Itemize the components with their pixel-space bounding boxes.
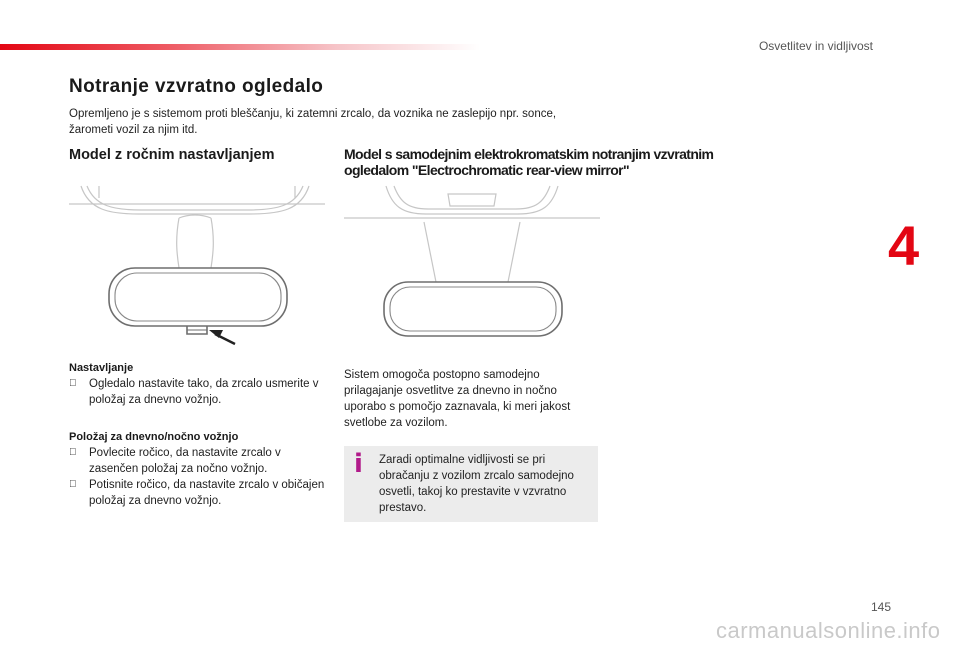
bullet-glyph <box>69 477 77 493</box>
info-text: Zaradi optimalne vidljivosti se pri obračanju z vozilom zrcalo samodejno osvetli, takoj ko prestavite v vzvratno prestavo. <box>379 454 574 514</box>
daynight-step-1: Povlecite ročico, da nastavite zrcalo v zasenčen položaj za nočno vožnjo. <box>89 447 281 475</box>
electrochromatic-model-heading: Model s samodejnim elektrokromatskim notranjim vzvratnim ogledalom "Electrochromatic rear-view mirror" <box>344 146 714 178</box>
adjust-title: Nastavljanje <box>69 362 134 374</box>
chapter-number: 4 <box>888 214 920 277</box>
section-header: Osvetlitev in vidljivost <box>758 39 873 53</box>
watermark: carmanualsonline.info <box>716 618 941 643</box>
push-arrow-icon <box>209 330 235 344</box>
page-title: Notranje vzvratno ogledalo <box>69 76 324 97</box>
list-item <box>69 445 329 477</box>
adjust-section <box>69 360 329 408</box>
info-icon: i <box>354 449 363 479</box>
list-item <box>69 477 329 509</box>
bullet-glyph <box>69 376 77 392</box>
header-accent-bar <box>0 44 480 50</box>
manual-model-heading: Model z ročnim nastavljanjem <box>69 147 275 163</box>
list-item <box>69 376 329 408</box>
electrochromatic-mirror-illustration <box>344 182 600 342</box>
daynight-step-2: Potisnite ročico, da nastavite zrcalo v običajen položaj za dnevno vožnjo. <box>89 479 325 507</box>
info-box <box>344 446 598 522</box>
intro-paragraph: Opremljeno je s sistemom proti bleščanju, ki zatemni zrcalo, da voznika ne zaslepijo npr. sonce, žarometi vozil za njim itd. <box>69 108 557 136</box>
bullet-glyph <box>69 445 77 461</box>
electrochromatic-description: Sistem omogoča postopno samodejno prilagajanje osvetlitve za dnevno in nočno uporabo s pomočjo zaznavala, ki meri jakost svetlobe za vozilom. <box>344 369 571 429</box>
page-number: 145 <box>871 600 892 614</box>
manual-mirror-illustration <box>69 180 325 350</box>
daynight-title: Položaj za dnevno/nočno vožnjo <box>69 431 239 443</box>
adjust-step-1: Ogledalo nastavite tako, da zrcalo usmerite v položaj za dnevno vožnjo. <box>89 378 319 406</box>
daynight-section <box>69 429 329 509</box>
